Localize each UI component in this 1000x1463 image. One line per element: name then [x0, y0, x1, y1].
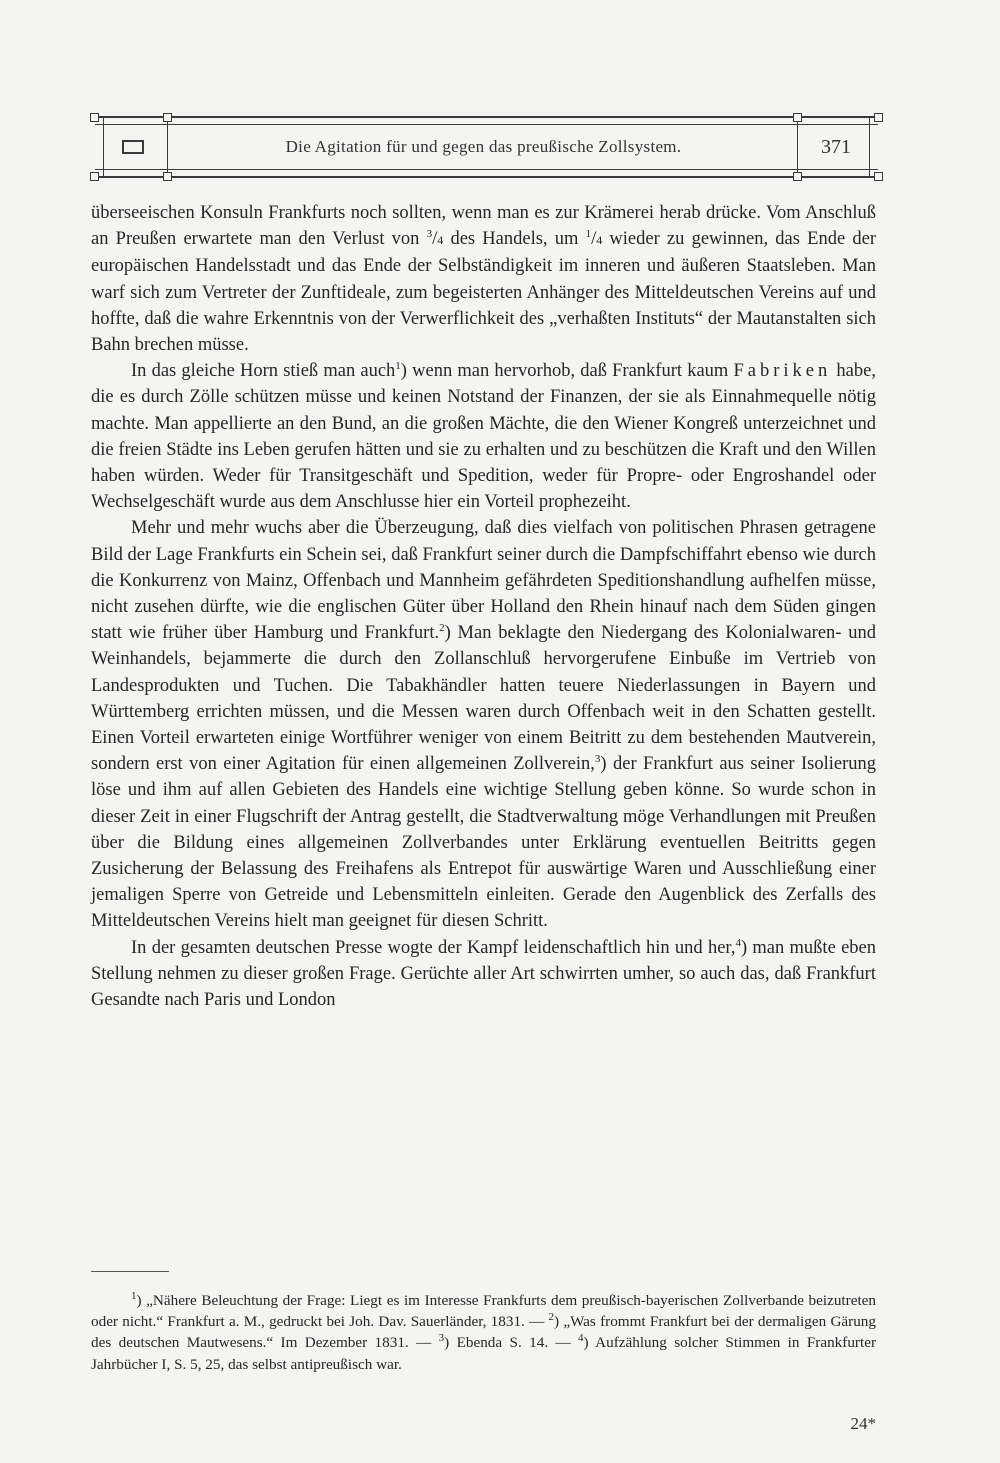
page-number: 371: [821, 135, 851, 158]
header-corner: [163, 113, 172, 122]
paragraph: [91, 200, 876, 358]
running-header: [95, 116, 878, 178]
text-run: /: [591, 229, 597, 250]
text-run: ) „Was frommt Frankfurt bei der dermaligen Gärung des deutschen Mautwesens.“ Im Dezember 1831. —: [91, 1313, 876, 1352]
text-run: ) wenn man hervorhob, daß Frankfurt kaum: [400, 361, 734, 382]
text-run: des Handels, um: [443, 229, 586, 250]
paragraph: [91, 935, 876, 1014]
footnote-marker: 1: [585, 228, 592, 241]
text-run: In das gleiche Horn stieß man auch: [131, 361, 396, 382]
emphasized-word: Fabriken: [733, 361, 832, 382]
paragraph: [91, 358, 876, 515]
footnote-marker: 3: [594, 753, 601, 766]
fraction-denominator: 4: [437, 233, 444, 248]
footnote-marker: 1: [395, 360, 401, 373]
footnote-marker: 2: [439, 622, 445, 635]
header-corner: [793, 172, 802, 181]
footnote-marker: 1: [131, 1289, 137, 1302]
footnote-marker: 2: [548, 1311, 555, 1324]
text-run: Mehr und mehr wuchs aber die Überzeugung, daß dies vielfach von politischen Phrasen getragene Bild der Lage Frankfurts ein Schein sei, daß Frankfurt seiner durch die Dampfschiffahrt ebenso wie durch die Konkurrenz von Mainz, Offenbach und Mannheim gefährdeten Speditionshandlung aufhelfen müsse, nicht zusehen dürfte, wie die englischen Güter über Holland den Rhein hinauf nach dem Süden gingen statt wie früher über Hamburg und Frankfurt.: [91, 518, 876, 644]
text-run: überseeischen Konsuln Frankfurts noch sollten, wenn man es zur Krämerei herab drücke. Vom Anschluß an Preußen erwartete man den Verlust von: [91, 203, 876, 250]
header-corner: [874, 172, 883, 181]
footnote-marker: 3: [438, 1332, 445, 1345]
running-title: Die Agitation für und gegen das preußische Zollsystem.: [285, 137, 682, 156]
footnote-marker: 4: [735, 936, 741, 949]
footnote-marker: 4: [578, 1332, 584, 1345]
text-run: /: [432, 229, 438, 250]
header-divider: [103, 118, 104, 176]
header-divider: [167, 118, 168, 176]
text-run: In der gesamten deutschen Presse wogte der Kampf leidenschaftlich hin und her,: [131, 937, 736, 958]
footnotes: [91, 1290, 876, 1375]
footnote-paragraph: [91, 1290, 876, 1375]
header-corner: [874, 113, 883, 122]
header-divider: [869, 118, 870, 176]
footnote-rule: [91, 1271, 169, 1272]
body-text: [91, 200, 876, 1013]
header-corner: [793, 113, 802, 122]
text-run: habe, die es durch Zölle schützen müsse und keinen Notstand der Finanzen, der sie als Einnahmequelle nötig machte. Man appellierte an den Bund, an die großen Mächte, die den Wiener Kongreß unterzeichnet und die freien Städte ins Leben gerufen hätten und sie zu erhalten und zu beschützen die Kraft und den Willen haben würden. Weder für Transitgeschäft und Spedition, weder für Propre- oder Engroshandel oder Wechselgeschäft wurde aus dem Anschlusse hier ein Vorteil prophezeiht.: [91, 361, 876, 513]
footnote-marker: 3: [426, 228, 433, 241]
text-run: ) Aufzählung solcher Stimmen in Frankfurter Jahrbücher I, S. 5, 25, das selbst antipreußisch war.: [91, 1334, 876, 1373]
text-run: wieder zu gewinnen, das Ende der europäischen Handelsstadt und das Ende der Selbständigkeit im inneren und äußeren Staatsleben. Man warf sich zum Vertreter der Zunftideale, zum begeisterten Anhänger des Mitteldeutschen Vereins auf und hoffte, daß die wahre Erkenntnis von der Verwerflichkeit des „verhaßten Instituts“ der Mautanstalten sich Bahn brechen müsse.: [91, 229, 876, 356]
header-corner: [163, 172, 172, 181]
signature-mark: 24*: [850, 1414, 876, 1433]
header-corner: [90, 172, 99, 181]
header-corner: [90, 113, 99, 122]
text-run: ) man mußte eben Stellung nehmen zu dieser großen Frage. Gerüchte aller Art schwirrten umher, so auch das, daß Frankfurt Gesandte nach Paris und London: [91, 937, 876, 1011]
text-run: ) der Frankfurt aus seiner Isolierung löse und ihm auf allen Gebieten des Handels eine wichtige Stellung geben könne. So wurde schon in dieser Zeit in einer Flugschrift der Antrag gestellt, die Stadtverwaltung möge Verhandlungen mit Preußen über die Bildung eines allgemeinen Zollverbandes unter Erklärung eventuellen Beitritts gegen Zusicherung der Belassung des Freihafens als Entrepot für auswärtige Waren und Ausschließung einer jemaligen Sperre von Getreide und Lebensmitteln einleiten. Gerade den Augenblick des Zerfalls des Mitteldeutschen Vereins hielt man geeignet für diesen Schritt.: [91, 754, 877, 932]
header-divider: [797, 118, 798, 176]
header-ornament-icon: [122, 140, 144, 154]
text-run: ) Man beklagte den Niedergang des Kolonialwaren- und Weinhandels, bejammerte die durch den Zollanschluß hervorgerufene Einbuße im Vertrieb von Landesprodukten und Tuchen. Die Tabakhändler hatten teuere Niederlassungen in Bayern und Württemberg errichten müssen, und die Messen waren durch Offenbach weit in den Schatten gestellt. Einen Vorteil erwarteten einige Wortführer weniger von einem Beitritt zu dem bestehenden Mautverein, sondern erst von einer Agitation für einen allgemeinen Zollverein,: [91, 623, 876, 775]
fraction-denominator: 4: [596, 233, 603, 248]
paragraph: [91, 515, 876, 934]
text-run: ) „Nähere Beleuchtung der Frage: Liegt es im Interesse Frankfurts dem preußisch-bayerischen Zollverbande beizutreten oder nicht.“ Frankfurt a. M., gedruckt bei Joh. Dav. Sauerländer, 1831. —: [91, 1292, 876, 1331]
text-run: ) Ebenda S. 14. —: [444, 1334, 579, 1352]
